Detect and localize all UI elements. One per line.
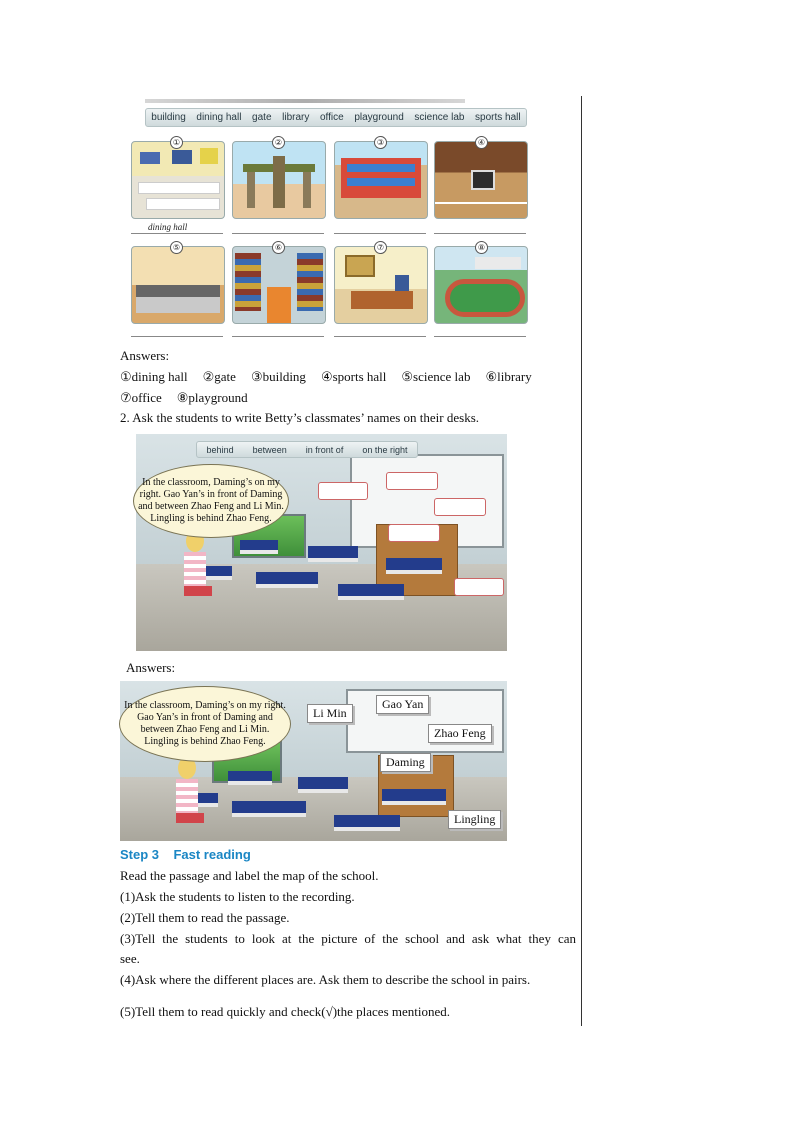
- student-desk: [256, 572, 318, 588]
- student-desk: [228, 771, 272, 785]
- student-desk: [386, 558, 442, 574]
- step3-line: (5)Tell them to read quickly and check(√)the places mentioned.: [120, 1004, 451, 1019]
- speech-bubble: In the classroom, Daming’s on my right. Gao Yan’s in front of Daming and between Zhao Feng and Li Min. Lingling is behind Zhao Feng.: [133, 464, 289, 538]
- picture-number: ⑧: [475, 241, 488, 254]
- answer-item: ④sports hall: [320, 369, 387, 384]
- answer-line: [131, 336, 223, 337]
- picture-number: ④: [475, 136, 488, 149]
- sports-hall-picture: [434, 141, 528, 219]
- student-desk: [338, 584, 404, 600]
- answer-line: [232, 233, 324, 234]
- word-bank-item: science lab: [414, 112, 465, 123]
- step3-line: (4)Ask where the different places are. Ask them to describe the school in pairs.: [120, 972, 531, 987]
- blank-name-box: [388, 524, 440, 542]
- picture-number: ⑥: [272, 241, 285, 254]
- blank-name-box: [318, 482, 368, 500]
- office-picture: [334, 246, 428, 324]
- answer-item: ⑤science lab: [401, 369, 471, 384]
- answer-item: ①dining hall: [120, 369, 188, 384]
- blank-name-box: [454, 578, 504, 596]
- answer-line: [334, 336, 426, 337]
- betty-figure: [170, 757, 206, 841]
- label-li-min: Li Min: [307, 704, 353, 723]
- step3-line: see.: [120, 951, 140, 966]
- word-bank-item: library: [282, 112, 310, 123]
- student-desk: [334, 815, 400, 831]
- label-zhao-feng: Zhao Feng: [428, 724, 492, 743]
- word-bank-item: dining hall: [196, 112, 242, 123]
- science-lab-picture: [131, 246, 225, 324]
- word-bank-item: in front of: [305, 444, 344, 455]
- step3-line: (1)Ask the students to listen to the recording.: [120, 889, 355, 904]
- word-bank-item: building: [151, 112, 186, 123]
- step3-line: Read the passage and label the map of the school.: [120, 868, 379, 883]
- answer-line: [434, 233, 526, 234]
- label-lingling: Lingling: [448, 810, 501, 829]
- step3-line: (2)Tell them to read the passage.: [120, 910, 290, 925]
- building-picture: [334, 141, 428, 219]
- word-bank-item: sports hall: [475, 112, 521, 123]
- student-desk: [240, 540, 278, 554]
- word-bank-item: on the right: [362, 444, 408, 455]
- answers-label: Answers:: [120, 348, 170, 363]
- student-desk: [308, 546, 358, 562]
- handwritten-example-answer: dining hall: [148, 222, 188, 232]
- step3-line: (3)Tell the students to look at the picture of the school and ask what they can: [120, 931, 576, 946]
- instruction-2: 2. Ask the students to write Betty’s classmates’ names on their desks.: [120, 410, 480, 425]
- blank-name-box: [434, 498, 486, 516]
- picture-number: ⑦: [374, 241, 387, 254]
- student-desk: [382, 789, 446, 805]
- answer-line: [131, 233, 223, 234]
- answer-line: [334, 233, 426, 234]
- library-picture: [232, 246, 326, 324]
- betty-figure: [178, 530, 214, 620]
- speech-bubble: In the classroom, Daming’s on my right. Gao Yan’s in front of Daming and between Zhao Feng and Li Min. Lingling is behind Zhao Feng.: [119, 686, 291, 762]
- label-daming: Daming: [380, 753, 431, 772]
- answer-item: ③building: [250, 369, 306, 384]
- word-bank-item: gate: [252, 112, 272, 123]
- picture-number: ①: [170, 136, 183, 149]
- word-bank-item: office: [319, 112, 344, 123]
- answer-line: [232, 336, 324, 337]
- step3-heading: Step 3 Fast reading: [120, 847, 251, 862]
- picture-number: ⑤: [170, 241, 183, 254]
- student-desk: [232, 801, 306, 817]
- word-bank-item: playground: [354, 112, 404, 123]
- answer-item: ⑦office: [120, 390, 162, 405]
- word-bank-1: [145, 108, 527, 127]
- word-bank-item: behind: [206, 444, 234, 455]
- answers-row: [120, 390, 263, 406]
- dining-hall-picture: [131, 141, 225, 219]
- answer-line: [434, 336, 526, 337]
- student-desk: [298, 777, 348, 793]
- word-bank-item: between: [252, 444, 287, 455]
- word-bank-2: [196, 441, 418, 458]
- picture-number: ②: [272, 136, 285, 149]
- gate-picture: [232, 141, 326, 219]
- margin-rule: [581, 96, 582, 1026]
- answer-item: ⑧playground: [176, 390, 248, 405]
- playground-picture: [434, 246, 528, 324]
- cropped-header-strip: [145, 99, 465, 103]
- answer-item: ⑥library: [485, 369, 532, 384]
- answers-row: [120, 369, 547, 385]
- label-gao-yan: Gao Yan: [376, 695, 429, 714]
- picture-number: ③: [374, 136, 387, 149]
- answer-item: ②gate: [202, 369, 236, 384]
- answers-label: Answers:: [126, 660, 176, 675]
- blank-name-box: [386, 472, 438, 490]
